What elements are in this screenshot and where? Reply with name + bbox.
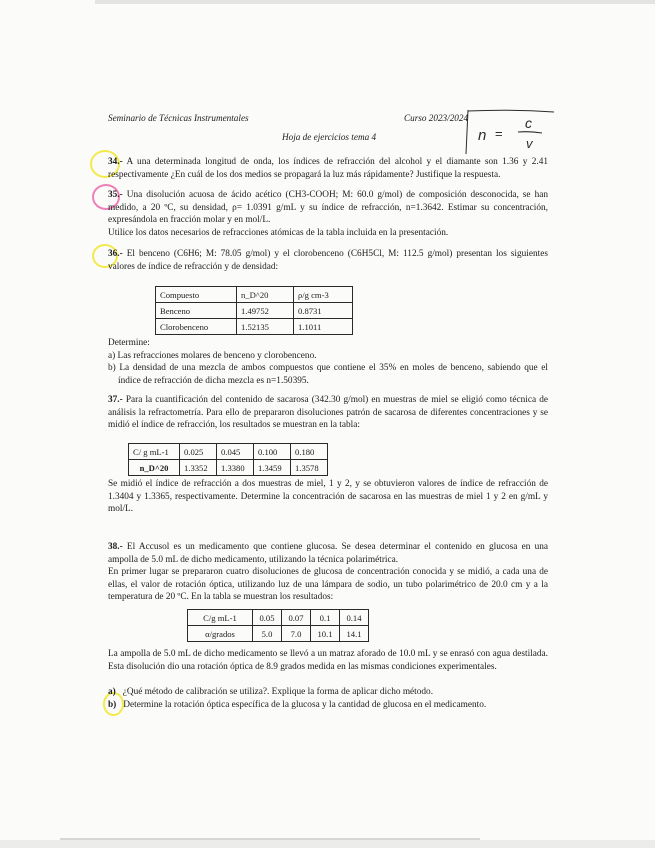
table-row: [188, 626, 369, 642]
exercise-37-number: 37.-: [108, 395, 123, 405]
exercise-36-a: a) Las refracciones molares de benceno y clorobenceno.: [108, 350, 317, 361]
exercise-38-text2: En primer lugar se prepararon cuatro disoluciones de glucosa de concentración conocida y se midió, a cada una de ellas, el valor de rotación óptica, utilizando luz de una lámpara de sodio, un tubo polarimétrico de 20.0 cm y a la temperatura de 20 ºC. En la tabla se muestran los resultados:: [108, 567, 548, 603]
table-cell: Benceno: [156, 303, 237, 319]
table-cell: Compuesto: [156, 287, 237, 303]
table-cell: 1.3352: [180, 460, 217, 476]
table-cell: 1.52135: [237, 319, 294, 335]
table-cell: 0.025: [180, 444, 217, 460]
exercise-35: [108, 189, 548, 239]
exercise-35-number: 35.-: [108, 190, 123, 200]
exercise-35-text: Una disolución acuosa de ácido acético (CH3-COOH; M: 60.0 g/mol) de composición desconocida, se han medido, a 20 ºC, su densidad, ρ= 1.0391 g/mL y su índice de refracción, n=1.3642. Estimar su concentración, expresándola en fracción molar y en mol/L.: [108, 190, 548, 226]
handwritten-formula: [462, 108, 562, 160]
table-36: [155, 286, 353, 335]
table-cell: 0.8731: [294, 303, 353, 319]
exercise-38-b-text: Determine la rotación óptica específica de la glucosa y la cantidad de glucosa en el medicamento.: [123, 700, 487, 710]
exercise-38-number: 38.-: [108, 542, 123, 552]
table-cell: 0.14: [340, 610, 369, 626]
header-right: Curso 2023/2024: [404, 113, 469, 123]
hw-equals: =: [495, 126, 503, 141]
hw-n: n: [478, 127, 487, 144]
exercise-34: [108, 156, 548, 181]
table-cell: ρ/g cm-3: [294, 287, 353, 303]
table-row: [156, 287, 353, 303]
table-cell: 1.49752: [237, 303, 294, 319]
exercise-34-text: A una determinada longitud de onda, los índices de refracción del alcohol y el diamante son 1.36 y 2.41 respectivamente ¿En cuál de los dos medios se propagará la luz más rápidamente? Justifique la respuesta.: [108, 157, 548, 180]
table-row: [129, 444, 328, 460]
exercise-38-a-text: ¿Qué método de calibración se utiliza?. Explique la forma de aplicar dicho método.: [122, 687, 434, 697]
table-cell: 5.0: [253, 626, 282, 642]
table-row: [188, 610, 369, 626]
exercise-34-number: 34.-: [108, 157, 123, 167]
table-cell: α/grados: [188, 626, 253, 642]
exercise-38-b-label: b): [108, 700, 117, 710]
exercise-37-after: Se midió el índice de refracción a dos muestras de miel, 1 y 2, y se obtuvieron valores de índice de refracción de 1.3404 y 1.3365, respectivamente. Determine la concentración de sacarosa en las muestras de miel 1 y 2 en g/mL y mol/L.: [108, 479, 548, 515]
exercise-38: [108, 541, 548, 604]
sheet-subtitle: Hoja de ejercicios tema 4: [282, 132, 377, 142]
table-cell: 1.3459: [254, 460, 291, 476]
hw-c: c: [525, 115, 532, 131]
exercise-36-text: El benceno (C6H6; M: 78.05 g/mol) y el clorobenceno (C6H5Cl, M: 112.5 g/mol) presentan los siguientes valores de índice de refracción y de densidad:: [108, 249, 548, 272]
hw-v: v: [526, 136, 533, 151]
page-bottom-edge: [0, 840, 655, 848]
exercise-38-a: [108, 686, 548, 699]
header-left: Seminario de Técnicas Instrumentales: [108, 113, 249, 123]
table-cell: 0.1: [311, 610, 340, 626]
table-cell: 0.07: [282, 610, 311, 626]
table-38: [187, 609, 369, 642]
table-cell: 1.3578: [291, 460, 328, 476]
exercise-38-text: El Accusol es un medicamento que contiene glucosa. Se desea determinar el contenido en glucosa en una ampolla de 5.0 mL de dicho medicamento, utilizando la técnica polarimétrica.: [108, 542, 548, 565]
table-cell: n_D^20: [129, 460, 180, 476]
table-cell: 7.0: [282, 626, 311, 642]
exercise-38-after: La ampolla de 5.0 mL de dicho medicamento se llevó a un matraz aforado de 10.0 mL y se enrasó con agua destilada. Esta disolución dio una rotación óptica de 8.9 grados medida en las mismas condiciones experimentales.: [108, 649, 548, 672]
exercise-37: [108, 394, 548, 432]
table-cell: 0.045: [217, 444, 254, 460]
exercise-36-determine: Determine:: [108, 338, 150, 348]
table-cell: 0.180: [291, 444, 328, 460]
exercise-36-number: 36.-: [108, 249, 123, 259]
table-cell: C/g mL-1: [188, 610, 253, 626]
page-edge-shadow: [95, 0, 655, 4]
hw-fraction-bar: [518, 132, 542, 133]
table-cell: 14.1: [340, 626, 369, 642]
table-cell: 1.3380: [217, 460, 254, 476]
exercise-36-b: b) La densidad de una mezcla de ambos compuestos que contiene el 35% en moles de benceno, sabiendo que el índice de refracción de dicha mezcla es n=1.50395.: [108, 363, 548, 386]
table-cell: 0.100: [254, 444, 291, 460]
exercise-35-note: Utilice los datos necesarios de refracciones atómicas de la tabla incluida en la presentación.: [108, 227, 449, 238]
table-cell: C/ g mL-1: [129, 444, 180, 460]
exercise-36: [108, 248, 548, 273]
exercise-36-questions: [108, 337, 548, 387]
hw-box-top: [468, 110, 554, 112]
table-cell: 0.05: [253, 610, 282, 626]
table-cell: 1.1011: [294, 319, 353, 335]
table-row: [156, 319, 353, 335]
table-37: [128, 443, 328, 476]
table-cell: 10.1: [311, 626, 340, 642]
page-bottom-shadow: [60, 838, 480, 840]
hw-box-left: [466, 110, 468, 154]
table-row: [156, 303, 353, 319]
table-cell: n_D^20: [237, 287, 294, 303]
exercise-38-b: [108, 699, 548, 712]
exercise-37-text: Para la cuantificación del contenido de sacarosa (342.30 g/mol) en muestras de miel se eligió como técnica de análisis la refractometría. Para ello de prepararon disoluciones patrón de sacarosa de diferentes concentraciones y se midió el índice de refracción, los resultados se muestran en la tabla:: [108, 395, 548, 431]
table-row: [129, 460, 328, 476]
exercise-38-a-label: a): [108, 687, 116, 697]
table-cell: Clorobenceno: [156, 319, 237, 335]
